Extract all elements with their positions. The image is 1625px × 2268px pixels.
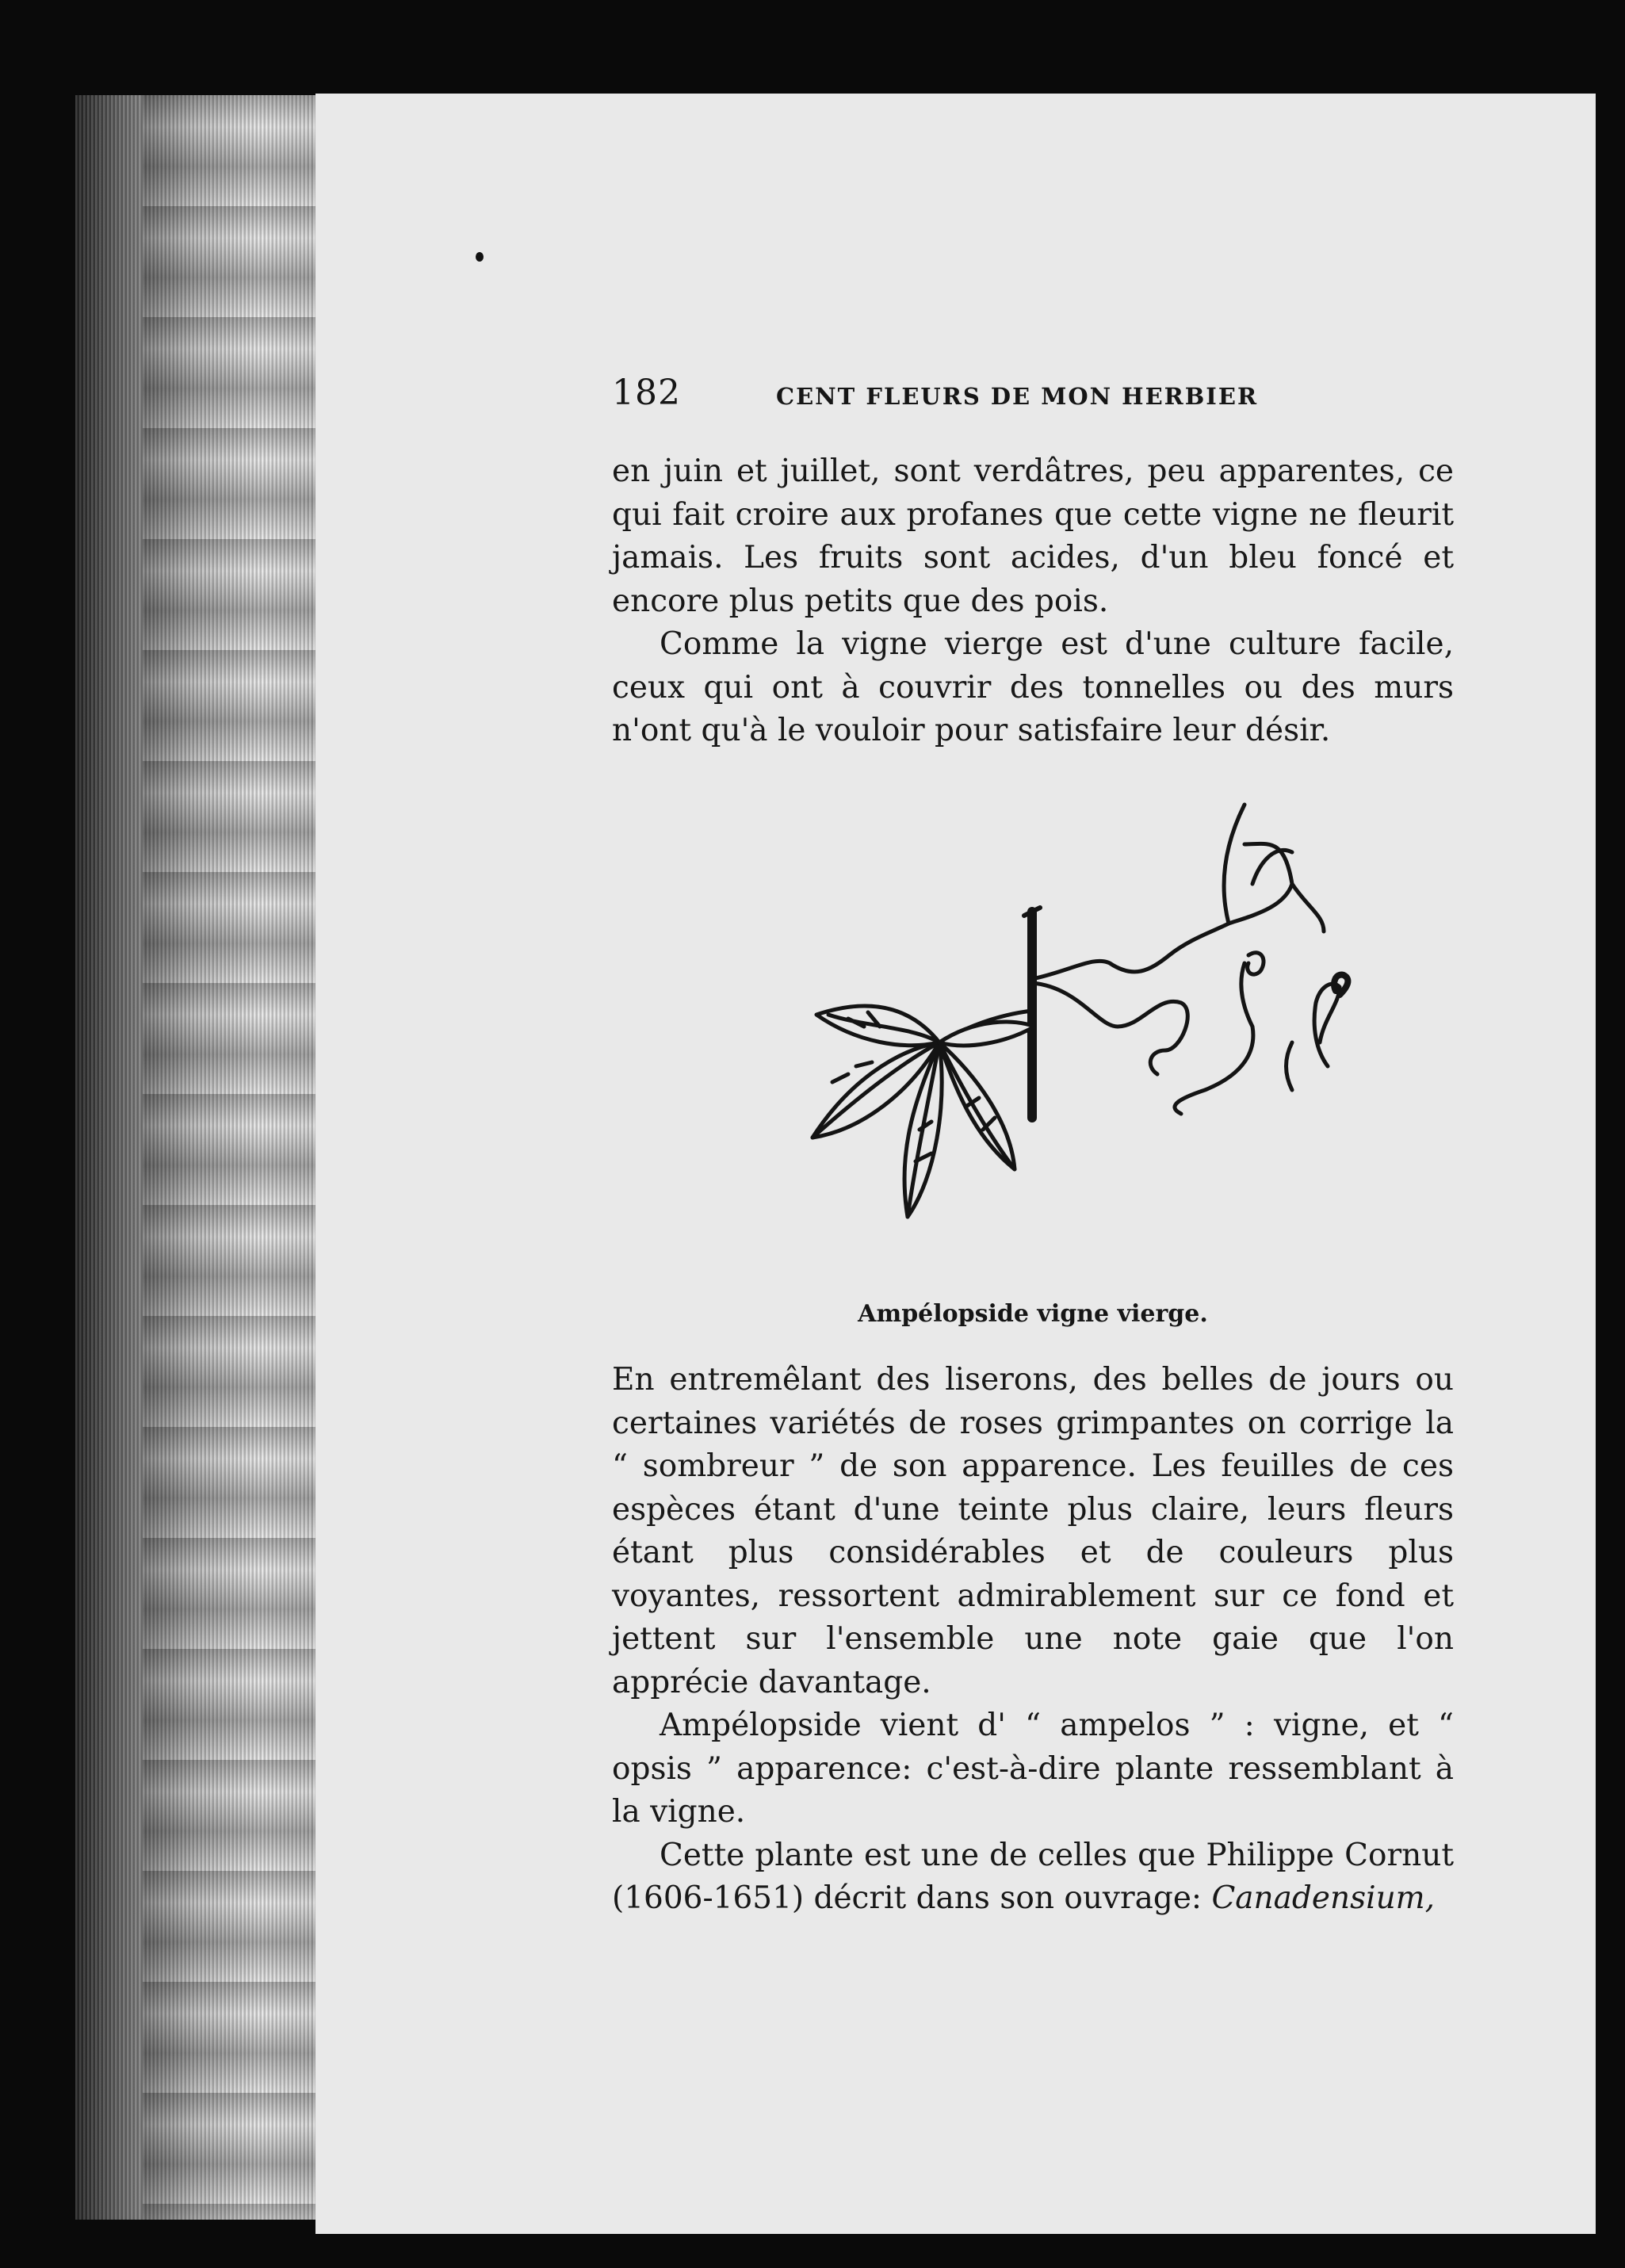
italic-title: Canadensium, [1211, 1880, 1436, 1916]
vine-illustration [737, 789, 1371, 1288]
paragraph-continued: En entremêlant des liserons, des belles de jours ou certaines variétés de roses grimpantes on corrige la “ sombreur ” de son apparence. Les feuilles de ces espèces étant d'une teinte plus claire, leurs fleurs étant plus considérables et de couleurs plus voyantes, ressortent admirablement sur ce fond et jettent sur l'ensemble une note gaie que l'on apprécie davantage. [612, 1362, 1454, 1700]
bottom-text-block [612, 1359, 1454, 1921]
ink-dot [476, 252, 484, 262]
page-edge-shadow [143, 95, 341, 2220]
paragraph-text: Cette plante est une de celles que Philippe Cornut (1606-1651) décrit dans son ouvrage: [612, 1837, 1454, 1916]
page-number: 182 [612, 373, 681, 413]
running-title: CENT FLEURS DE MON HERBIER [775, 383, 1259, 410]
paragraph: Ampélopside vient d' “ ampelos ” : vigne, et “ opsis ” apparence: c'est-à-dire plante ressemblant à la vigne. [612, 1708, 1454, 1830]
paragraph: Comme la vigne vierge est d'une culture facile, ceux qui ont à couvrir des tonnelles ou des murs n'ont qu'à le vouloir pour satisfaire leur désir. [612, 626, 1454, 748]
paragraph-last [612, 1834, 1454, 1921]
top-text-block [612, 450, 1454, 753]
paragraph-continued: en juin et juillet, sont verdâtres, peu apparentes, ce qui fait croire aux profanes que cette vigne ne fleurit jamais. Les fruits sont acides, d'un bleu foncé et encore plus petits que des pois. [612, 453, 1454, 619]
figure-caption: Ampélopside vigne vierge. [858, 1300, 1208, 1328]
page-header [612, 373, 1294, 412]
